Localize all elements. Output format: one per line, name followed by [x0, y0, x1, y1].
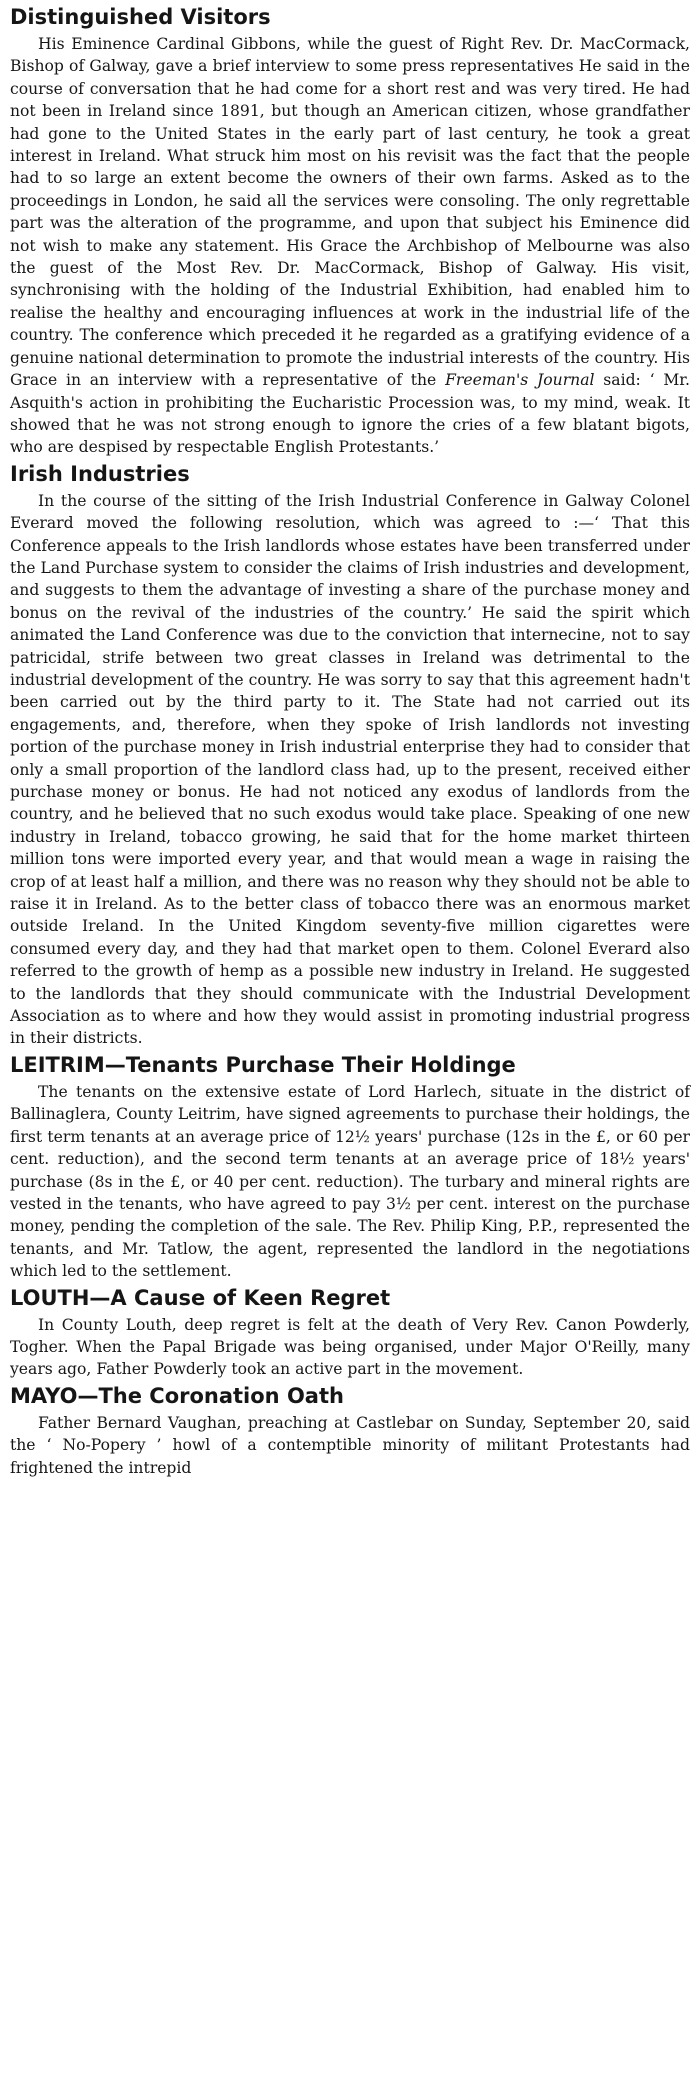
- section-heading: Irish Industries: [10, 461, 190, 486]
- article-paragraph: Father Bernard Vaughan, preaching at Castlebar on Sunday, September 20, said the ‘ No-Popery ’ howl of a contemptible minority of militant Protestants had frightened the intrepid: [10, 1413, 690, 1477]
- article-paragraph: In the course of the sitting of the Irish Industrial Conference in Galway Colonel Everard moved the following resolution, which was agreed to :—‘ That this Conference appeals to the Irish landlords whose estates have been transferred under the Land Purchase system to consider the claims of Irish industries and development, and suggests to them the advantage of investing a share of the purchase money and bonus on the revival of the industries of the country.’ He said the spirit which animated the Land Conference was due to the conviction that internecine, not to say patricidal, strife between two great classes in Ireland was detrimental to the industrial development of the country. He was sorry to say that this agreement hadn't been carried out by the third party to it. The State had not carried out its engagements, and, therefore, when they spoke of Irish landlords not investing portion of the purchase money in Irish industrial enterprise they had to consider that only a small proportion of the landlord class had, up to the present, received either purchase money or bonus. He had not noticed any exodus of landlords from the country, and he believed that no such exodus would take place. Speaking of one new industry in Ireland, tobacco growing, he said that for the home market thirteen million tons were imported every year, and that would mean a wage in raising the crop of at least half a million, and there was no reason why they should not be able to raise it in Ireland. As to the better class of tobacco there was an enormous market outside Ireland. In the United Kingdom seventy-five million cigarettes were consumed every day, and they had that market open to them. Colonel Everard also referred to the growth of hemp as a possible new industry in Ireland. He suggested to the landlords that they should communicate with the Industrial Development Association as to where and how they would assist in promoting industrial progress in their districts.: [10, 491, 690, 1048]
- section-irish-industries: [10, 459, 690, 1050]
- section-louth: [10, 1283, 690, 1381]
- section-heading: MAYO—The Coronation Oath: [10, 1383, 344, 1408]
- newspaper-name: Freeman's Journal: [445, 371, 595, 390]
- section-heading: Distinguished Visitors: [10, 5, 271, 29]
- section-mayo: [10, 1381, 690, 1479]
- section-heading: LEITRIM—Tenants Purchase Their Holdinge: [10, 1052, 516, 1077]
- section-heading: LOUTH—A Cause of Keen Regret: [10, 1285, 391, 1310]
- section-distinguished-visitors: [10, 2, 690, 459]
- article-paragraph: In County Louth, deep regret is felt at the death of Very Rev. Canon Powderly, Togher. When the Papal Brigade was being organised, under Major O'Reilly, many years ago, Father Powderly took an active part in the movement.: [10, 1315, 690, 1379]
- article-paragraph: The tenants on the extensive estate of Lord Harlech, situate in the district of Ballinaglera, County Leitrim, have signed agreements to purchase their holdings, the first term tenants at an average price of 12½ years' purchase (12s in the £, or 60 per cent. reduction), and the second term tenants at an average price of 18½ years' purchase (8s in the £, or 40 per cent. reduction). The turbary and mineral rights are vested in the tenants, who have agreed to pay 3½ per cent. interest on the purchase money, pending the completion of the sale. The Rev. Philip King, P.P., represented the tenants, and Mr. Tatlow, the agent, represented the landlord in the negotiations which led to the settlement.: [10, 1082, 690, 1281]
- paragraph-text: His Eminence Cardinal Gibbons, while the guest of Right Rev. Dr. MacCormack, Bishop of Galway, gave a brief interview to some press representatives He said in the course of conversation that he had come for a short rest and was very tired. He had not been in Ireland since 1891, but though an American citizen, whose grandfather had gone to the United States in the early part of last century, he took a great interest in Ireland. What struck him most on his revisit was the fact that the people had to so large an extent become the owners of their own farms. Asked as to the proceedings in London, he said all the services were consoling. The only regrettable part was the alteration of the programme, and upon that subject his Eminence did not wish to make any statement. His Grace the Archbishop of Melbourne was also the guest of the Most Rev. Dr. MacCormack, Bishop of Galway. His visit, synchronising with the holding of the Industrial Exhibition, had enabled him to realise the healthy and encouraging influences at work in the industrial life of the country. The conference which preceded it he regarded as a gratifying evidence of a genuine national determination to promote the industrial interests of the country. His Grace in an interview with a representative of the: [10, 35, 690, 390]
- paragraph-tail: said: ‘ Mr. Asquith's action in prohibiting the Eucharistic Procession was, to my mind, weak. It showed that he was not strong enough to ignore the cries of a few blatant bigots, who are despised by respectable English Protestants.’: [10, 371, 690, 457]
- section-leitrim: [10, 1050, 690, 1283]
- article-paragraph: [10, 33, 690, 459]
